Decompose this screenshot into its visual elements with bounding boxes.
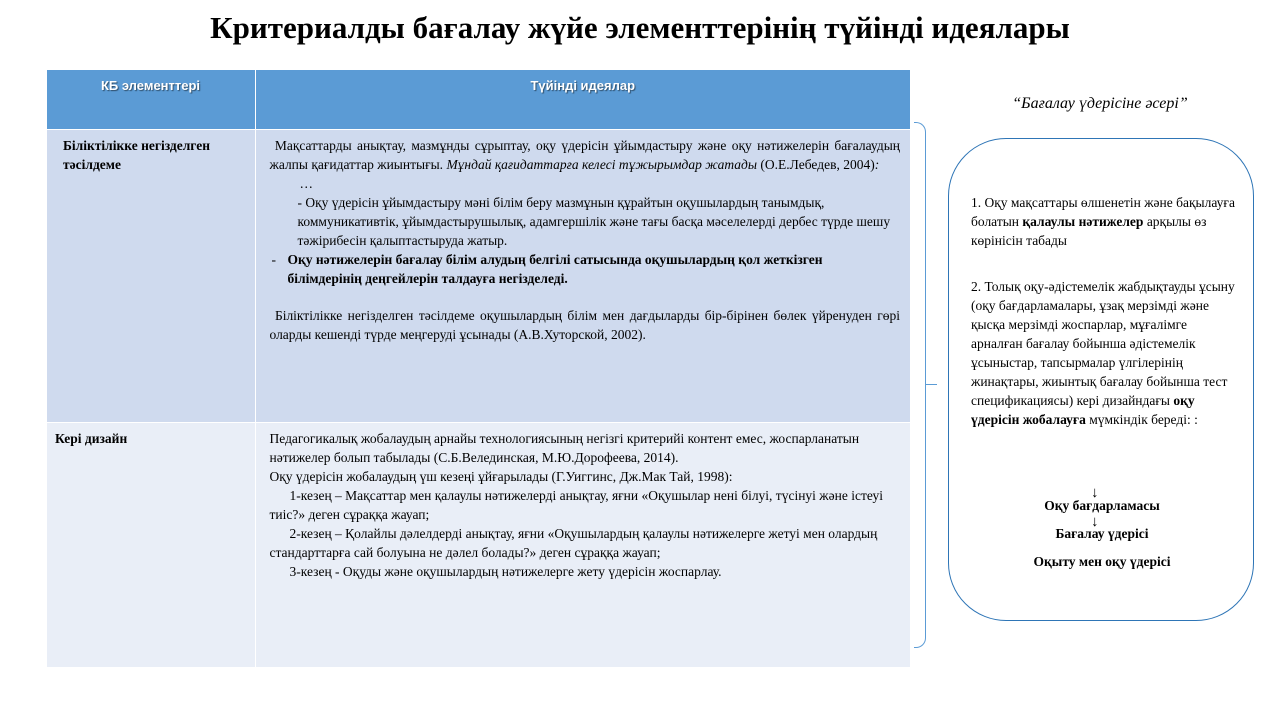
page-title: Критериалды бағалау жүйе элементтерінің түйінді идеялары: [210, 10, 1070, 45]
effect-point-1: [971, 193, 1235, 250]
effect-text: арқылы өз көрінісін табады: [971, 214, 1207, 248]
row-content-competency-approach: [255, 130, 911, 423]
paragraph: Оқу үдерісін жобалаудың үш кезеңі ұйғарылады (Г.Уиггинс, Дж.Мак Тай, 1998):: [269, 469, 733, 484]
table-header-row: [47, 70, 911, 130]
right-brace: [914, 122, 926, 648]
paragraph: Педагогикалық жобалаудың арнайы технологиясының негізгі критерийі контент емес, жоспарланатын нәтижелер болып табылады (С.Б.Велединская, М.Ю.Дорофеева, 2014).: [269, 431, 860, 465]
effect-text: 2. Толық оқу-әдістемелік жабдықтауды ұсыну (оқу бағдарламалары, ұзақ мерзімді және қысқа мерзімді жоспарлар, мұғалімге арналған бағалау бойынша әдістемелік ұсыныстар, тапсырмалар үлгілерінің жинақтары, жиынтық бағалау бойынша тест спецификациясы) кері дизайндағы: [971, 279, 1235, 408]
colon-text: :: [874, 157, 880, 172]
column-header-key-ideas: Түйінді идеялар: [255, 70, 911, 130]
effect-text: мүмкіндік береді: :: [1089, 412, 1198, 427]
row-label-backward-design: Кері дизайн: [47, 423, 256, 668]
effect-point-2: [971, 277, 1239, 429]
effect-bold-text: қалаулы нәтижелер: [1022, 214, 1144, 229]
ellipsis-text: …: [299, 176, 313, 191]
paragraph-italic-text: Мұндай қағидаттарға келесі тұжырымдар жатады: [446, 157, 758, 172]
stage-item: 3-кезең - Оқуды және оқушылардың нәтижелерге жету үдерісін жоспарлау.: [289, 564, 722, 579]
paragraph: [270, 136, 901, 174]
flow-step-assessment: Бағалау үдерісі: [1055, 526, 1149, 541]
stage-item: 2-кезең – Қолайлы дәлелдерді анықтау, яғни «Оқушылардың қалаулы нәтижелерге жетуі мен олардың стандарттарға сай болуына не дәлел болады?» деген сұраққа жауап;: [269, 526, 878, 560]
effect-bold-text: оқу үдерісін жобалауға: [971, 393, 1195, 427]
citation-text: (О.Е.Лебедев, 2004): [760, 157, 875, 172]
flow-step-curriculum: Оқу бағдарламасы: [1044, 498, 1160, 513]
table-row: [47, 423, 911, 668]
down-arrow-icon: ↓: [1091, 514, 1099, 530]
table-row: [47, 130, 911, 423]
dash-bullet: -: [271, 252, 276, 267]
effect-title: “Бағалау үдерісіне әсері”: [1012, 95, 1188, 112]
paragraph-text: Мақсаттарды анықтау, мазмұнды сұрыптау, оқу үдерісін ұйымдастыру және оқу нәтижелерін бағалаудың жалпы қағидаттар жиынтығы.: [269, 138, 900, 172]
flow-step-teaching-learning: Оқыту мен оқу үдерісі: [1033, 554, 1171, 569]
down-arrow-icon: ↓: [1091, 485, 1099, 501]
paragraph-text: Біліктілікке негізделген тәсілдеме оқушылардың білім мен дағдыларды бір-бірінен бөлек үйренуден гөрі оларды кешенді түрде меңгеруді ұсынады (А.В.Хуторской, 2002).: [269, 308, 901, 342]
row-content-backward-design: [255, 423, 911, 668]
effect-panel: [948, 138, 1254, 621]
brace-tip: [925, 384, 937, 385]
key-ideas-table: [46, 70, 911, 668]
column-header-elements: КБ элементтері: [47, 70, 256, 130]
row-label-competency-approach: Біліктілікке негізделген тәсілдеме: [47, 130, 256, 423]
effect-text: 1. Оқу мақсаттары өлшенетін және бақылауға болатын: [971, 195, 1235, 229]
list-item: [270, 250, 901, 288]
list-item-text: Оқу нәтижелерін бағалау білім алудың белгілі сатысында оқушылардың қол жеткізген білімдерінің деңгейлерін талдауға негізделеді.: [287, 252, 823, 286]
stage-item: 1-кезең – Мақсаттар мен қалаулы нәтижелерді анықтау, яғни «Оқушылар нені білуі, түсінуі және істеуі тиіс?» деген сұраққа жауап;: [269, 488, 884, 522]
paragraph: [270, 306, 901, 344]
list-item: - Оқу үдерісін ұйымдастыру мәні білім беру мазмұнын құрайтын оқушылардың танымдық, коммуникативтік, ұйымдастырушылық, адамгершілік және тағы басқа мәселелерді дербес түрде шешу тәжірибесін қалыптастыруда жатыр.: [297, 195, 891, 248]
